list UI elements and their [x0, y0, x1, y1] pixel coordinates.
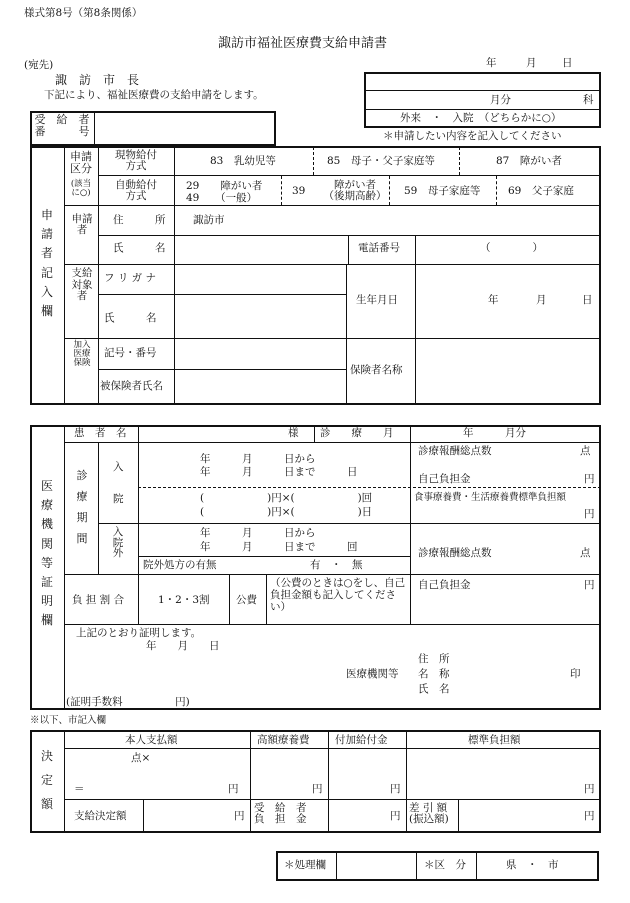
- self-paid-label: 本人支払額: [125, 734, 178, 746]
- option-39-num[interactable]: 39: [292, 185, 306, 197]
- deduction-label: 差 引 額 (振込額): [409, 802, 449, 826]
- high-cost-label: 高額療養費: [257, 734, 310, 746]
- ratio-value[interactable]: 1・2・3割: [158, 594, 210, 606]
- outpatient-to[interactable]: 年 月 日まで 回: [200, 541, 358, 553]
- inpatient-to[interactable]: 年 月 日まで 日: [200, 466, 358, 478]
- additional-label: 付加給付金: [335, 734, 388, 746]
- recipient-number-field[interactable]: [96, 113, 274, 144]
- birth-label: 生年月日: [356, 294, 398, 306]
- public-note: （公費のときは○をし、自己負担金額も記入してください）: [270, 577, 406, 614]
- phone-label: 電話番号: [358, 242, 400, 254]
- fill-note: ＊申請したい内容を記入してください: [383, 130, 562, 142]
- seal-mark: 印: [570, 668, 581, 680]
- insurer-field[interactable]: [417, 340, 599, 403]
- processing-category-value[interactable]: 県 ・ 市: [506, 859, 559, 871]
- decision-amount-label: 支給決定額: [74, 810, 127, 822]
- inpatient-label: 入: [113, 461, 124, 473]
- inpatient-from[interactable]: 年 月 日から: [200, 453, 316, 465]
- city-note: ※以下、市記入欄: [30, 715, 107, 726]
- target-name-label: 氏 名: [104, 312, 157, 324]
- points-label-2: 診療報酬総点数: [418, 547, 492, 559]
- processing-label: ＊処理欄: [284, 859, 326, 871]
- option-59[interactable]: 59 母子家庭等: [404, 185, 481, 197]
- page-title: 諏訪市福祉医療費支給申請書: [218, 36, 388, 51]
- option-39[interactable]: 障がい者 （後期高齢）: [323, 179, 387, 203]
- facility-label: 医療機関等: [346, 668, 399, 680]
- furigana-label: フ リ ガ ナ: [104, 272, 157, 284]
- cert-text: 上記のとおり証明します。: [76, 627, 202, 639]
- meal-standard-unit: 円: [584, 508, 595, 520]
- prescription-label: 院外処方の有無: [143, 559, 217, 571]
- prescription-value[interactable]: 有 ・ 無: [310, 559, 363, 571]
- address-value[interactable]: 諏訪市: [193, 214, 225, 226]
- processing-category-label: ＊区 分: [424, 859, 466, 871]
- applicant-label: 申請者: [71, 213, 93, 237]
- period-label: 診療期間: [76, 469, 88, 545]
- copay-label-2: 自己負担金: [418, 579, 471, 591]
- meal-row-1[interactable]: ( )円×( )回: [200, 492, 373, 504]
- target-label: 支給対象者: [71, 267, 93, 303]
- inpatient-label-2: 院: [113, 493, 124, 505]
- date-month: 月: [526, 57, 537, 69]
- date-year: 年: [486, 57, 497, 69]
- copay-unit-1: 円: [584, 473, 595, 485]
- equals-sign: ＝: [74, 783, 85, 795]
- period-month: 月分: [490, 94, 511, 106]
- std-burden-label: 標準負担額: [468, 734, 521, 746]
- addressee-label: (宛先): [24, 59, 54, 71]
- self-paid-yen: 円: [228, 783, 239, 795]
- recipient-number-label: 受 給 者 番 号: [34, 113, 90, 138]
- address-label: 住 所: [113, 214, 166, 226]
- birth-month: 月: [536, 294, 547, 306]
- medical-side-label: 医療機関等証明欄: [40, 479, 53, 628]
- form-number: 様式第8号（第8条関係）: [24, 7, 143, 19]
- cert-fee: (証明手数料 円): [66, 696, 190, 708]
- insurer-label: 保険者名称: [350, 364, 403, 376]
- facility-name-label: 名 称: [418, 668, 450, 680]
- outpatient-from[interactable]: 年 月 日から: [200, 527, 316, 539]
- category-label: 申請 区分: [70, 150, 92, 175]
- meal-standard-label: 食事療養費・生活療養費標準負担額: [414, 492, 567, 503]
- decision-amount-yen: 円: [234, 810, 245, 822]
- ratio-label: 負 担 割 合: [72, 594, 125, 606]
- target-name-field[interactable]: [176, 296, 344, 336]
- patient-label: 患 者 名: [74, 427, 127, 439]
- outpatient-label: 入院外: [112, 526, 124, 559]
- points-unit-1: 点: [580, 445, 591, 457]
- decision-side-label: 決定額: [40, 749, 53, 811]
- std-burden-yen: 円: [584, 783, 595, 795]
- period-dept: 科: [583, 94, 594, 106]
- person-label: 氏 名: [418, 683, 450, 695]
- intro-text: 下記により、福祉医療費の支給申請をします。: [44, 89, 264, 101]
- deduction-yen: 円: [584, 810, 595, 822]
- option-69[interactable]: 69 父子家庭: [508, 185, 574, 197]
- option-29-49[interactable]: 29 障がい者 49 （一般）: [186, 180, 263, 205]
- furigana-field[interactable]: [176, 266, 344, 292]
- public-label[interactable]: 公費: [236, 594, 257, 606]
- visit-type[interactable]: 外来 ・ 入院 （どちらかに○）: [400, 112, 562, 124]
- in-kind-label: 現物給付 方式: [115, 149, 157, 173]
- birth-year: 年: [488, 294, 499, 306]
- insured-name-label: 被保険者氏名: [100, 380, 163, 392]
- patient-sama: 様: [288, 427, 299, 439]
- facility-address-label: 住 所: [418, 653, 450, 665]
- option-83[interactable]: 83 乳幼児等: [210, 155, 276, 167]
- high-cost-yen: 円: [312, 783, 323, 795]
- cert-date[interactable]: 年 月 日: [146, 640, 220, 652]
- auto-label: 自動給付 方式: [115, 179, 157, 203]
- treatment-month-label: 診 療 月: [320, 427, 394, 439]
- birth-day: 日: [582, 294, 593, 306]
- option-87[interactable]: 87 障がい者: [496, 155, 562, 167]
- symbol-label: 記号・番号: [104, 347, 157, 359]
- symbol-field[interactable]: [176, 340, 344, 368]
- date-day: 日: [562, 57, 573, 69]
- name-label: 氏 名: [113, 242, 166, 254]
- phone-value[interactable]: （ ）: [480, 242, 543, 254]
- option-85[interactable]: 85 母子・父子家庭等: [327, 155, 435, 167]
- copay-unit-2: 円: [584, 579, 595, 591]
- category-note: (該当 に○): [70, 179, 92, 198]
- patient-name-field[interactable]: [140, 426, 285, 441]
- points-label-1: 診療報酬総点数: [418, 445, 492, 457]
- addressee: 諏 訪 市 長: [55, 73, 140, 87]
- points-times: 点×: [131, 752, 151, 764]
- points-unit-2: 点: [580, 547, 591, 559]
- recipient-burden-yen: 円: [390, 810, 401, 822]
- meal-row-2[interactable]: ( )円×( )日: [200, 506, 373, 518]
- insurance-label: 加入医療保険: [73, 340, 91, 368]
- copay-label-1: 自己負担金: [418, 473, 471, 485]
- insured-name-field[interactable]: [176, 371, 344, 403]
- applicant-name-field[interactable]: [176, 237, 346, 263]
- treatment-month-value[interactable]: 年 月分: [463, 427, 526, 439]
- applicant-side-label: 申請者記入欄: [40, 208, 53, 318]
- recipient-burden-label: 受 給 者 負 担 金: [254, 802, 307, 826]
- additional-yen: 円: [390, 783, 401, 795]
